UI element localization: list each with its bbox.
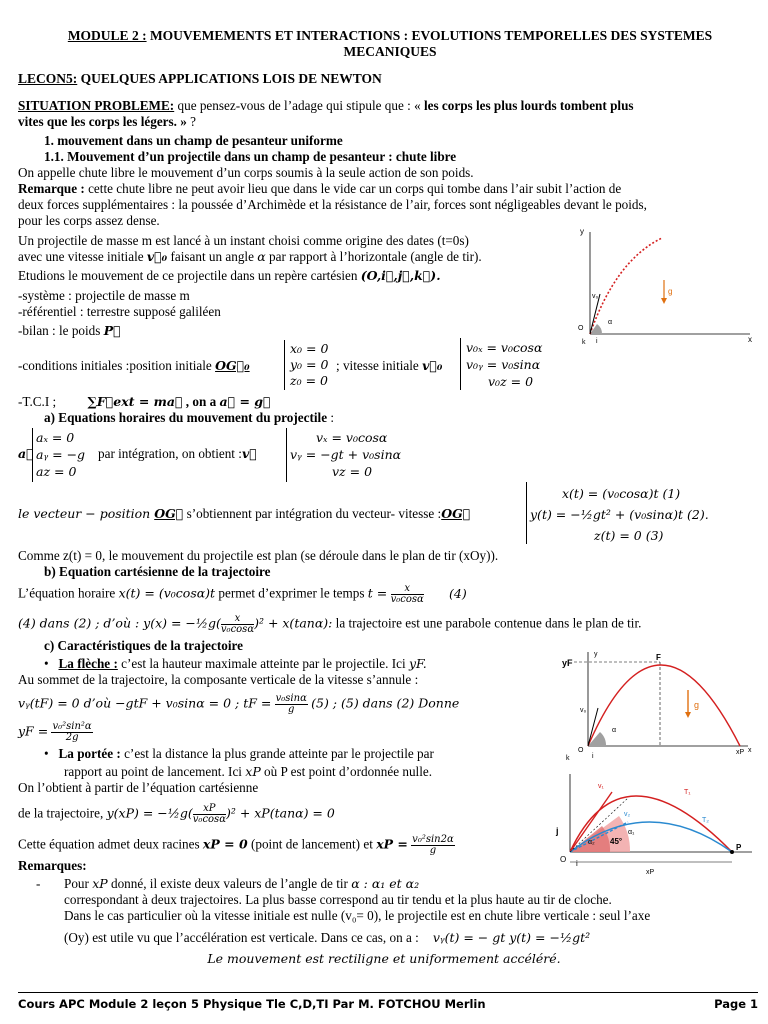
position-vector-text: le vecteur − position OG⃗ s’obtiennent par intégration du vecteur- vitesse :OG⃗ bbox=[18, 506, 471, 521]
module-title: MODULE 2 : MOUVEMEMENTS ET INTERACTIONS : EVOLUTIONS TEMPORELLES DES SYSTEMES MECANIQUES bbox=[67, 28, 713, 59]
position-system: x(t) = (v₀cosα)t (1) y(t) = −½gt² + (v₀sinα)t (2). z(t) = 0 (3) bbox=[530, 486, 709, 543]
conclusion-line: Le mouvement est rectiligne et uniformement accéléré. bbox=[207, 951, 561, 966]
sub-b-heading: b) Equation cartésienne de la trajectoire bbox=[44, 564, 271, 579]
position-brace bbox=[284, 340, 285, 390]
trajectory-curve bbox=[590, 238, 662, 334]
x-axis-label: x bbox=[748, 747, 752, 754]
t2-label: T₂ bbox=[702, 817, 709, 824]
acceleration-brace bbox=[32, 428, 33, 482]
gravity-label: g bbox=[694, 700, 700, 710]
acceleration-symbol: a⃗ bbox=[18, 446, 34, 461]
gravity-label: g bbox=[668, 287, 673, 296]
fleche-expression: yF = $\frac{\text{v₀²sin²α}}{2g}$ bbox=[18, 721, 92, 743]
figure-two-trajectories bbox=[548, 770, 758, 880]
origin-label: O bbox=[578, 325, 584, 332]
position-brace-2 bbox=[526, 482, 527, 544]
range-equation-line: de la trajectoire, y(xP) = −½g( $\frac{xP}{\text{v₀cosα}}$ )² + xP(tanα) = 0 bbox=[18, 803, 335, 825]
section-1-heading: 1. mouvement dans un champ de pesanteur uniforme bbox=[44, 133, 343, 148]
i-label: i bbox=[596, 338, 598, 345]
cartesian-equation-line: (4) dans (2) ; d’où : y(x) = −½g( $\frac{x}{\text{v₀cosα}}$ )² + x(tanα): la trajectoire est une parabole contenue dans le plan de tir. bbox=[18, 613, 642, 635]
yf-label: yF bbox=[562, 658, 573, 668]
vitesse-initiale-label: ; vitesse initiale v⃗₀ bbox=[336, 358, 443, 373]
y-axis-label: y bbox=[580, 227, 584, 236]
i-label: i bbox=[576, 859, 578, 868]
portee-line-2: rapport au point de lancement. Ici xP où P est point d’ordonnée nulle. bbox=[64, 764, 433, 779]
angle-45-label: 45° bbox=[610, 837, 623, 846]
figure-fleche-portee bbox=[548, 648, 758, 764]
projectile-line-3: Etudions le mouvement de ce projectile dans un repère cartésien (O,i⃗,j⃗,k⃗). bbox=[18, 268, 441, 283]
bilan-line: -bilan : le poids P⃗ bbox=[18, 323, 121, 338]
footer-title: Cours APC Module 2 leçon 5 Physique Tle C,D,TI Par M. FOTCHOU Merlin bbox=[18, 997, 486, 1011]
racines-line: Cette équation admet deux racines xP = 0 (point de lancement) et xP = $\frac{\text{v₀²sin2α}}{g}$ bbox=[18, 834, 454, 856]
portee-line: • La portée : c’est la distance la plus grande atteinte par le projectile par bbox=[44, 746, 434, 761]
alpha-label: α bbox=[612, 727, 617, 734]
acceleration-system: aₓ = 0 aᵧ = −g az = 0 bbox=[36, 430, 86, 479]
alpha-label: α bbox=[608, 319, 613, 326]
velocity-system: vₓ = v₀cosα vᵧ = −gt + v₀sinα vz = 0 bbox=[290, 430, 402, 479]
tci-line: -T.C.I ; ∑F⃗ext = ma⃗ , on a a⃗ = g⃗ bbox=[18, 394, 271, 409]
alpha1-label: α₁ bbox=[628, 829, 635, 836]
referentiel-line: -référentiel : terrestre supposé galiléen bbox=[18, 304, 221, 319]
remarque-item: Pour xP donné, il existe deux valeurs de l’angle de tir α : α₁ et α₂ correspondant à deux trajectoires. La plus basse correspond au tir tendu et la plus haute au tir de cloche. Dans le cas particulier où la vitesse initiale est nulle (v₀= 0), le projectile est en chute libre verticale : seul l’axe bbox=[64, 876, 651, 923]
page-footer bbox=[18, 992, 758, 1012]
j-label: j bbox=[556, 826, 559, 836]
remarque-paragraph: Remarque : cette chute libre ne peut avoir lieu que dans le vide car un corps qui tombe dans l’air subit l’action de deux forces supplémentaires : la poussée d’Archimède et la résistance de l’air, forces sont négligeables devant le poids, pour les corps assez dense. bbox=[18, 181, 647, 228]
section-1-1-heading: 1.1. Mouvement d’un projectile dans un champ de pesanteur : chute libre bbox=[44, 149, 457, 164]
plane-motion-line: Comme z(t) = 0, le mouvement du projectile est plan (se déroule dans le plan de tir (xOy)). bbox=[18, 548, 499, 563]
figure-projectile-launch bbox=[568, 222, 758, 348]
i-label: i bbox=[592, 753, 594, 760]
alpha2-label: α₂ bbox=[588, 839, 595, 846]
v2-label: v₂ bbox=[624, 811, 631, 818]
y-axis-label: y bbox=[594, 651, 598, 658]
k-label: k bbox=[566, 755, 570, 762]
p-label: P bbox=[736, 843, 742, 852]
remarque-item-dash: - bbox=[36, 876, 41, 891]
k-label: k bbox=[582, 339, 586, 346]
initial-position-system: x₀ = 0 y₀ = 0 z₀ = 0 bbox=[290, 341, 329, 388]
systeme-line: -système : projectile de masse m bbox=[18, 288, 190, 303]
x-axis-label: x bbox=[748, 335, 752, 344]
chute-verticale-line: (Oy) est utile vu que l’accélération est verticale. Dans ce cas, on a : vᵧ(t) = − gt y(t) = −½gt² bbox=[64, 930, 591, 945]
lecon-title: LECON5: QUELQUES APPLICATIONS LOIS DE NEWTON bbox=[18, 71, 382, 86]
t1-label: T₁ bbox=[684, 789, 691, 796]
v0-label: v₀ bbox=[580, 707, 587, 714]
sub-a-heading: a) Equations horaires du mouvement du projectile : bbox=[44, 410, 335, 425]
remarques-heading: Remarques: bbox=[18, 858, 87, 873]
initial-velocity-system: v₀ₓ = v₀cosα v₀ᵧ = v₀sinα v₀z = 0 bbox=[466, 340, 543, 389]
vertex-label: F bbox=[656, 653, 661, 662]
integration-text: par intégration, on obtient :v⃗ bbox=[98, 446, 257, 461]
sub-c-heading: c) Caractéristiques de la trajectoire bbox=[44, 638, 243, 653]
projectile-line-2: avec une vitesse initiale v⃗₀ faisant un angle α par rapport à l’horizontale (angle de tir). bbox=[18, 249, 482, 264]
v0-label: v₀ bbox=[592, 293, 599, 300]
obtient-line: On l’obtient à partir de l’équation cartésienne bbox=[18, 780, 259, 795]
sommet-equation: vᵧ(tF) = 0 d’où −gtF + v₀sinα = 0 ; tF = $\frac{\text{v₀sinα}}{g}$ (5) ; (5) dans (2) Donne bbox=[18, 693, 460, 715]
velocity-brace-2 bbox=[286, 428, 287, 482]
page-number: Page 1 bbox=[714, 997, 758, 1011]
fleche-line: • La flèche : c’est la hauteur maximale atteinte par le projectile. Ici yF. bbox=[44, 656, 427, 671]
origin-label: O bbox=[560, 855, 567, 864]
situation-probleme: SITUATION PROBLEME: que pensez-vous de l’adage qui stipule que : « les corps les plus lourds tombent plus vites que les corps les légers. » ? bbox=[18, 98, 634, 129]
projectile-line-1: Un projectile de masse m est lancé à un instant choisi comme origine des dates (t=0s) bbox=[18, 233, 469, 248]
chute-libre-definition: On appelle chute libre le mouvement d’un corps soumis à la seule action de son poids. bbox=[18, 165, 474, 180]
conditions-initiales-label: -conditions initiales :position initiale OG⃗₀ bbox=[18, 358, 250, 373]
velocity-brace bbox=[460, 338, 461, 390]
origin-label: O bbox=[578, 747, 584, 754]
xp-label: xP bbox=[736, 749, 745, 756]
parabola-curve bbox=[588, 665, 740, 746]
time-expression-line: L’équation horaire x(t) = (v₀cosα)t permet d’exprimer le temps t = $\frac{x}{\text{v₀cosα}}$ (4) bbox=[18, 583, 467, 605]
xp-label: xP bbox=[646, 869, 655, 876]
sommet-text: Au sommet de la trajectoire, la composante verticale de la vitesse s’annule : bbox=[18, 672, 419, 687]
v1-label: v₁ bbox=[598, 783, 604, 790]
